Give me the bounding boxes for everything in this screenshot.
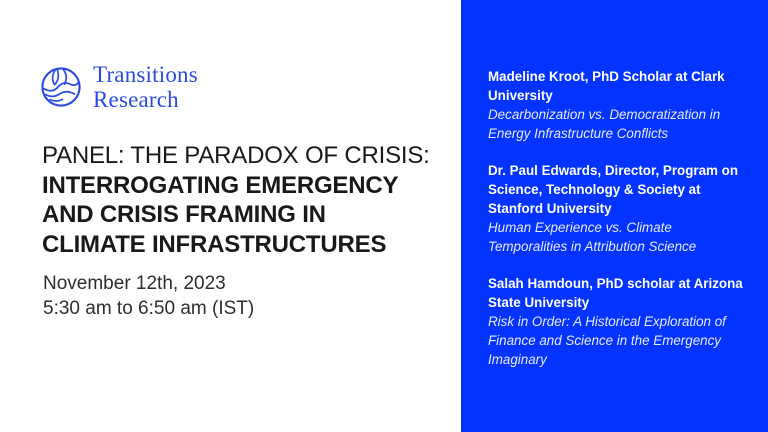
- brand-name-line2: Research: [93, 87, 179, 112]
- speaker-name: Dr. Paul Edwards, Director, Program on Science, Technology & Society at Stanford University: [488, 163, 739, 216]
- event-date: November 12th, 2023: [43, 273, 226, 294]
- brand: [41, 62, 198, 112]
- brand-wordmark: [93, 62, 198, 112]
- speakers-panel: [461, 0, 768, 432]
- transitions-research-logo-icon: [41, 67, 81, 107]
- speaker-entry: [488, 274, 748, 369]
- event-title-line: INTERROGATING EMERGENCY: [42, 171, 399, 199]
- speaker-name: Madeline Kroot, PhD Scholar at Clark University: [488, 69, 725, 103]
- speaker-talk-title: Decarbonization vs. Democratization in Energy Infrastructure Conflicts: [488, 107, 721, 141]
- speaker-talk-title: Human Experience vs. Climate Temporalities in Attribution Science: [488, 220, 697, 254]
- speaker-entry: [488, 67, 748, 143]
- event-datetime: [43, 272, 254, 321]
- event-title-kicker: PANEL: THE PARADOX OF CRISIS:: [42, 142, 430, 169]
- speaker-talk-title: Risk in Order: A Historical Exploration of Finance and Science in the Emergency Imaginary: [488, 314, 726, 367]
- event-title-line: AND CRISIS FRAMING IN: [42, 201, 326, 228]
- event-time: 5:30 am to 6:50 am (IST): [43, 297, 255, 319]
- event-title: [42, 141, 430, 259]
- speaker-entry: [488, 161, 748, 256]
- speaker-name: Salah Hamdoun, PhD scholar at Arizona State University: [488, 276, 743, 310]
- brand-name-line1: Transitions: [93, 62, 198, 87]
- event-title-line: CLIMATE INFRASTRUCTURES: [42, 230, 387, 258]
